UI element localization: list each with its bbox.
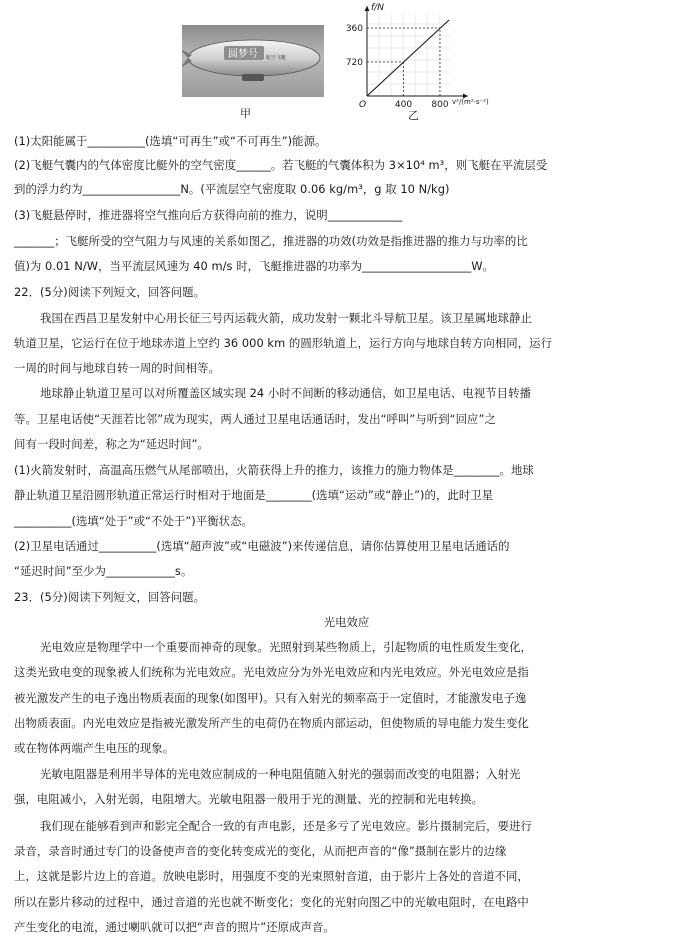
figures-row	[0, 0, 693, 128]
q22-para2-line1: 地球静止轨道卫星可以对所覆盖区域实现 24 小时不间断的移动通信，如卫星电话、电视节目转播	[40, 386, 532, 400]
q23-para3-line5: 产生变化的电流，通过喇叭就可以把“声音的照片”还原成声音。	[14, 920, 335, 934]
q3-line-1: (3)飞艇悬停时，推进器将空气推向后方获得向前的推力，说明_____________	[14, 208, 403, 222]
q23-para1-line4: 出物质表面。内光电效应是指被光激发所产生的电荷仍在物质内部运动，但使物质的导电能力发生变化	[14, 716, 529, 730]
y-axis-label: f/N	[371, 3, 384, 13]
q22-para1-line2: 轨道卫星，它运行在位于地球赤道上空约 36 000 km 的圆形轨道上，运行方向与地球自转方向相同，运行	[14, 336, 553, 350]
q22-sub2-line2: “延迟时间”至少为____________s。	[14, 564, 193, 578]
q22-para2-line3: 间有一段时间差，称之为“延迟时间”。	[14, 437, 209, 451]
q22-para2-line2: 等。卫星电话使“天涯若比邻”成为现实，两人通过卫星电话通话时，发出“呼叫”与听到“回应”之	[14, 412, 496, 426]
figure-b-caption: 乙	[408, 109, 419, 122]
article-title: 光电效应	[323, 615, 370, 629]
q23-para3-line4: 所以在影片移动的过程中，通过音道的光也就不断变化；变化的光射向图乙中的光敏电阻时，在电路中	[14, 895, 529, 909]
q3-line-2: _______；飞艇所受的空气阻力与风速的关系如图乙，推进器的功效(功效是指推进器的推力与功率的比	[14, 234, 528, 248]
q23-para3-line2: 录音，录音时通过专门的设备使声音的变化转变成光的变化，从而把声音的“像”摄制在影片的边缘	[14, 844, 507, 858]
y-tick-label: 360	[345, 24, 363, 34]
data-line	[367, 20, 449, 96]
q22-sub1-line3: __________(选填“处于”或“不处于”)平衡状态。	[14, 514, 253, 528]
q22-sub1-line1: (1)火箭发射时，高温高压燃气从尾部喷出，火箭获得上升的推力，该推力的施力物体是________。地球	[14, 463, 534, 477]
q23-heading: 23．(5分)阅读下列短文，回答问题。	[14, 590, 206, 604]
q1-line: (1)太阳能属于__________(选填“可再生”或“不可再生”)能源。	[14, 134, 327, 148]
q22-sub2-line1: (2)卫星电话通过__________(选填“超声波”或“电磁波”)来传递信息，请你估算使用卫星电话通话的	[14, 539, 510, 553]
q23-para2-line1: 光敏电阻器是利用半导体的光电效应制成的一种电阻值随入射光的强弱而改变的电阻器；入射光	[40, 767, 521, 781]
q23-para3-line1: 我们现在能够看到声和影完全配合一致的有声电影，还是多亏了光电效应。影片摄制完后，要进行	[40, 819, 532, 833]
q23-para1-line3: 被光激发产生的电子逸出物质表面的现象(如图甲)。只有入射光的频率高于一定值时，才能激发电子逸	[14, 691, 527, 705]
y-tick-label: 720	[345, 58, 363, 68]
force-speed-graph	[340, 0, 520, 126]
q22-sub1-line2: 静止轨道卫星沿圆形轨道正常运行时相对于地面是________(选填“运动”或“静止”)的，此时卫星	[14, 488, 494, 502]
airship-photo	[182, 25, 324, 97]
x-tick-label: 800	[431, 100, 449, 110]
airship-text: 圆梦号	[228, 49, 258, 60]
airship-small-text: 航空飞艇	[266, 55, 287, 61]
q23-para2-line2: 强，电阻减小，入射光弱，电阻增大。光敏电阻器一般用于光的测量、光的控制和光电转换。	[14, 792, 484, 806]
y-axis-arrow-icon	[365, 6, 370, 11]
airship-icon	[182, 25, 324, 97]
q22-para1-line3: 一周的时间与地球自转一周的时间相等。	[14, 361, 220, 375]
origin-label: O	[359, 100, 367, 110]
q23-para1-line5: 或在物体两端产生电压的现象。	[14, 741, 175, 755]
q23-para1-line1: 光电效应是物理学中一个重要而神奇的现象。光照射到某些物质上，引起物质的电性质发生变化，	[40, 640, 532, 654]
q2-line-2: 到的浮力约为_________________N。(平流层空气密度取 0.06 kg/m³，g 取 10 N/kg)	[14, 182, 450, 196]
x-tick-label: 400	[394, 100, 413, 110]
figure-a-caption: 甲	[240, 107, 251, 120]
q22-para1-line1: 我国在西昌卫星发射中心用长征三号丙运载火箭，成功发射一颗北斗导航卫星。该卫星属地球静止	[40, 311, 532, 325]
q2-line-1: (2)飞艇气囊内的气体密度比艇外的空气密度______。若飞艇的气囊体积为 3×10⁴ m³，则飞艇在平流层受	[14, 158, 548, 172]
q22-heading: 22．(5分)阅读下列短文，回答问题。	[14, 285, 206, 299]
q3-line-3: 值)为 0.01 N/W，当平流层风速为 40 m/s 时，飞艇推进器的功率为___________________W。	[14, 259, 494, 273]
q23-para3-line3: 上，这就是影片边上的音道。放映电影时，用强度不变的光束照射音道，由于影片上各处的音道不同，	[14, 869, 529, 883]
x-axis-label: v²/(m²·s⁻²)	[452, 98, 489, 106]
q23-para1-line2: 这类光致电变的现象被人们统称为光电效应。光电效应分为外光电效应和内光电效应。外光电效应是指	[14, 665, 529, 679]
